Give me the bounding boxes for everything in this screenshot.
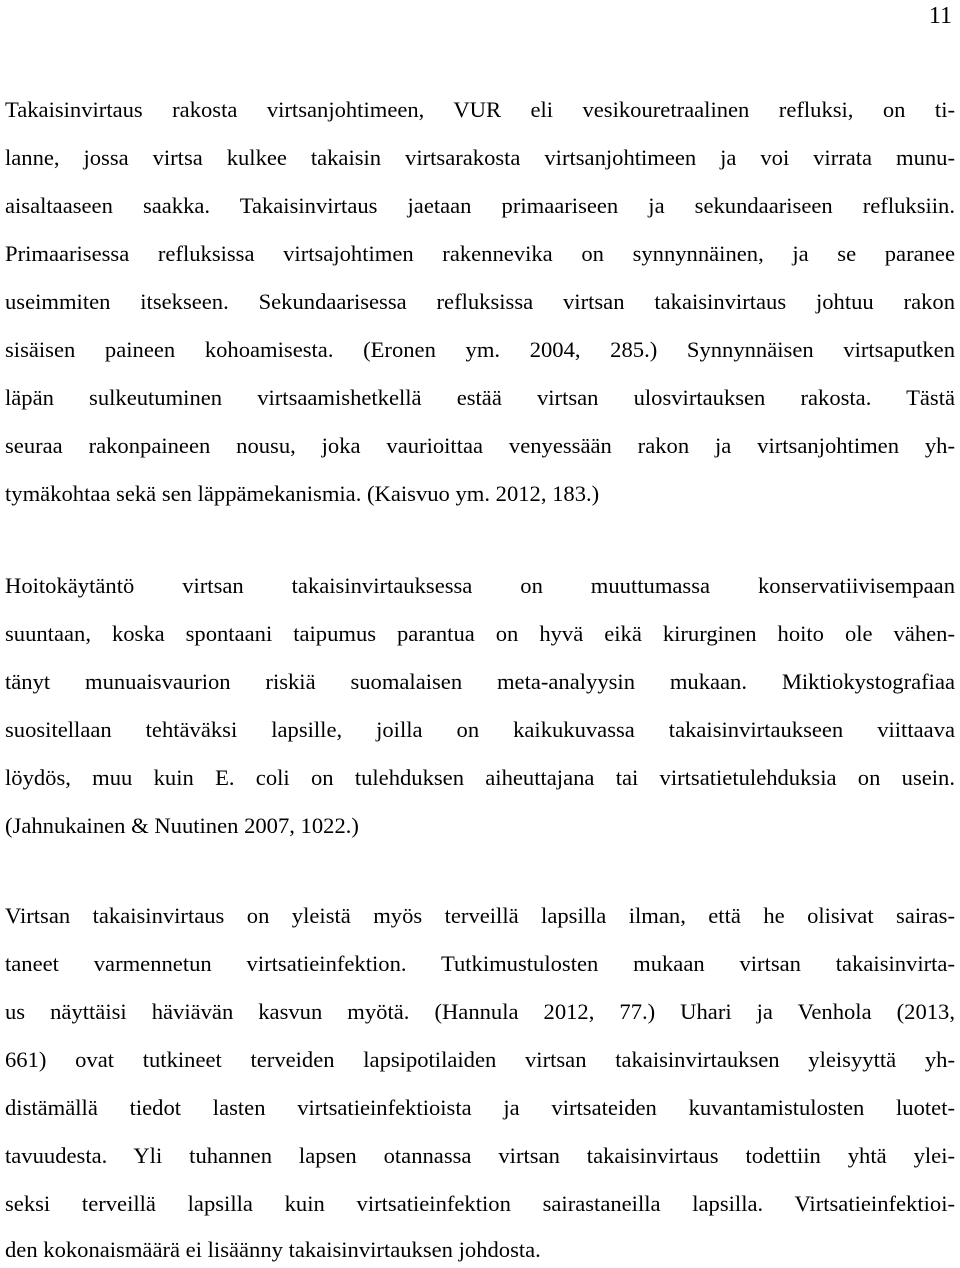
paragraph-line: (Jahnukainen & Nuutinen 2007, 1022.) — [5, 813, 359, 838]
paragraph-line: löydös, muu kuin E. coli on tulehduksen aiheuttajana tai virtsatietulehduksia on usein. — [5, 765, 955, 790]
paragraph-line: den kokonaismäärä ei lisäänny takaisinvirtauksen johdosta. — [5, 1237, 541, 1262]
paragraph-line: aisaltaaseen saakka. Takaisinvirtaus jaetaan primaariseen ja sekundaariseen refluksiin. — [5, 193, 955, 218]
paragraph-line: tavuudesta. Yli tuhannen lapsen otannassa virtsan takaisinvirtaus todettiin yhtä ylei- — [5, 1143, 955, 1168]
paragraph-line: sisäisen paineen kohoamisesta. (Eronen ym. 2004, 285.) Synnynnäisen virtsaputken — [5, 337, 955, 362]
paragraph-line: lanne, jossa virtsa kulkee takaisin virtsarakosta virtsanjohtimeen ja voi virrata munu- — [5, 145, 955, 170]
paragraph-line: läpän sulkeutuminen virtsaamishetkellä estää virtsan ulosvirtauksen rakosta. Tästä — [5, 385, 955, 410]
paragraph-line: seuraa rakonpaineen nousu, joka vaurioittaa venyessään rakon ja virtsanjohtimen yh- — [5, 433, 955, 458]
paragraph-line: Primaarisessa refluksissa virtsajohtimen rakennevika on synnynnäinen, ja se paranee — [5, 241, 955, 266]
paragraph-line: Hoitokäytäntö virtsan takaisinvirtauksessa on muuttumassa konservatiivisempaan — [5, 573, 955, 598]
paragraph-line: tymäkohtaa sekä sen läppämekanismia. (Kaisvuo ym. 2012, 183.) — [5, 481, 600, 506]
page-number: 11 — [928, 3, 952, 29]
paragraph-line: Takaisinvirtaus rakosta virtsanjohtimeen, VUR eli vesikouretraalinen refluksi, on ti- — [5, 97, 955, 122]
paragraph-line: suuntaan, koska spontaani taipumus parantua on hyvä eikä kirurginen hoito ole vähen- — [5, 621, 955, 646]
paragraph-line: us näyttäisi häviävän kasvun myötä. (Hannula 2012, 77.) Uhari ja Venhola (2013, — [5, 999, 955, 1024]
paragraph-line: useimmiten itsekseen. Sekundaarisessa refluksissa virtsan takaisinvirtaus johtuu rakon — [5, 289, 955, 314]
paragraph-line: tänyt munuaisvaurion riskiä suomalaisen meta-analyysin mukaan. Miktiokystografiaa — [5, 669, 955, 694]
paragraph-line: suositellaan tehtäväksi lapsille, joilla on kaikukuvassa takaisinvirtaukseen viittaava — [5, 717, 955, 742]
paragraph-line: taneet varmennetun virtsatieinfektion. Tutkimustulosten mukaan virtsan takaisinvirta- — [5, 951, 955, 976]
paragraph-line: 661) ovat tutkineet terveiden lapsipotilaiden virtsan takaisinvirtauksen yleisyyttä yh- — [5, 1047, 955, 1072]
paragraph-line: Virtsan takaisinvirtaus on yleistä myös terveillä lapsilla ilman, että he olisivat sairas- — [5, 903, 955, 928]
paragraph-line: seksi terveillä lapsilla kuin virtsatieinfektion sairastaneilla lapsilla. Virtsatieinfektioi- — [5, 1191, 955, 1216]
paragraph-line: distämällä tiedot lasten virtsatieinfektioista ja virtsateiden kuvantamistulosten luotet- — [5, 1095, 955, 1120]
